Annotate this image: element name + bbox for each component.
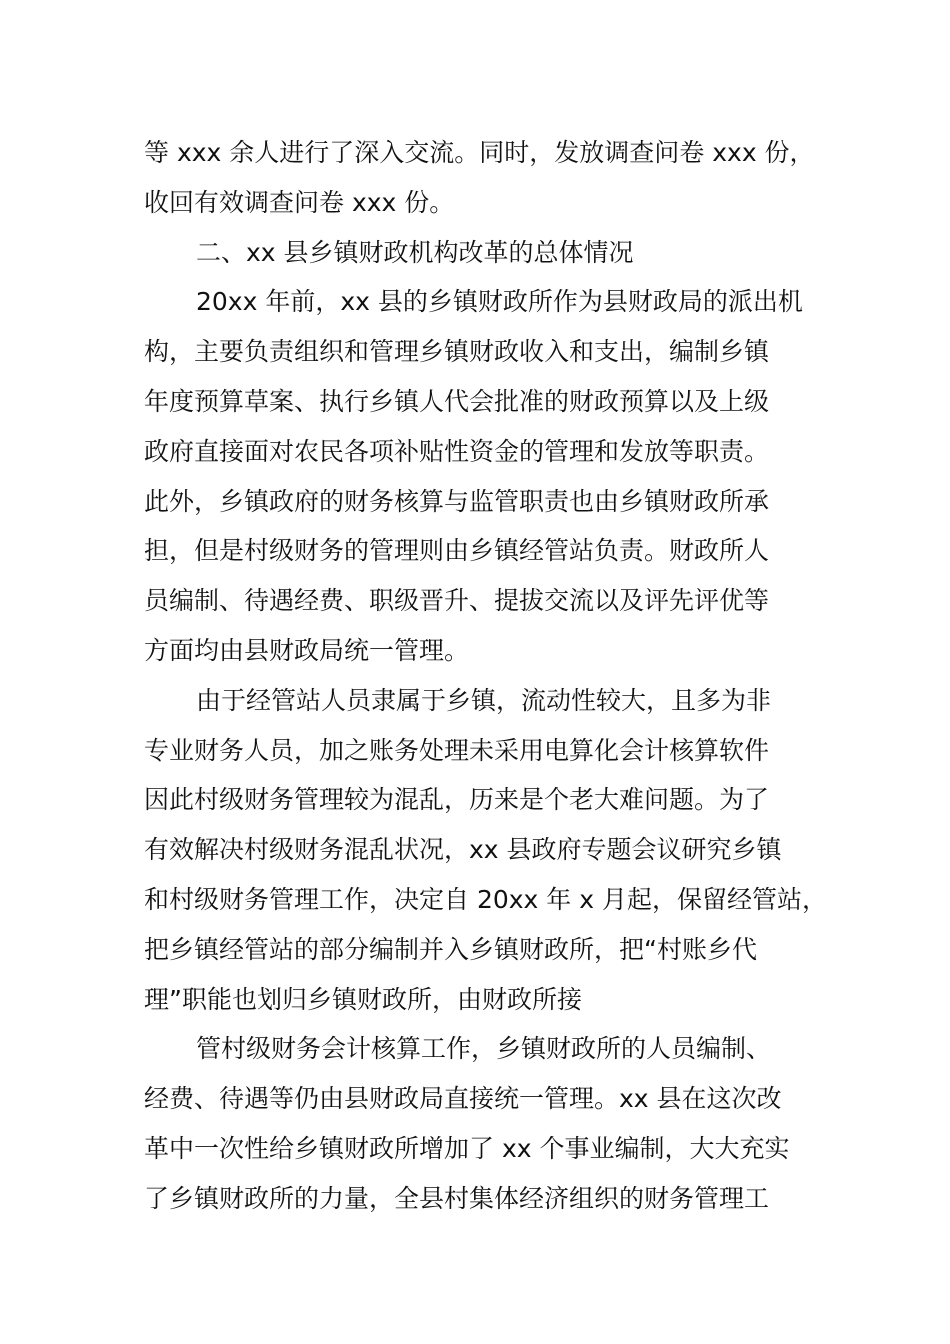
document-body (144, 128, 827, 1224)
text-line: 20xx 年前，xx 县的乡镇财政所作为县财政局的派出机 (196, 287, 803, 317)
text-line: 理”职能也划归乡镇财政所，由财政所接 (144, 984, 582, 1014)
text-line: 收回有效调查问卷 xxx 份。 (144, 187, 455, 217)
text-line: 了乡镇财政所的力量，全县村集体经济组织的财务管理工 (144, 1183, 770, 1213)
text-line: 由于经管站人员隶属于乡镇，流动性较大，且多为非 (196, 685, 772, 715)
text-line: 政府直接面对农民各项补贴性资金的管理和发放等职责。 (144, 436, 770, 466)
text-line: 和村级财务管理工作，决定自 20xx 年 x 月起，保留经管站， (144, 884, 827, 914)
text-line: 专业财务人员，加之账务处理未采用电算化会计核算软件 (144, 735, 770, 765)
text-line: 年度预算草案、执行乡镇人代会批准的财政预算以及上级 (144, 386, 770, 416)
text-line: 此外，乡镇政府的财务核算与监管职责也由乡镇财政所承 (144, 486, 770, 516)
text-line: 革中一次性给乡镇财政所增加了 xx 个事业编制，大大充实 (144, 1133, 790, 1163)
text-line: 有效解决村级财务混乱状况，xx 县政府专题会议研究乡镇 (144, 835, 782, 865)
section-heading: 二、xx 县乡镇财政机构改革的总体情况 (196, 237, 634, 267)
text-line: 员编制、待遇经费、职级晋升、提拔交流以及评先评优等 (144, 586, 770, 616)
text-line: 经费、待遇等仍由县财政局直接统一管理。xx 县在这次改 (144, 1084, 782, 1114)
text-line: 管村级财务会计核算工作，乡镇财政所的人员编制、 (196, 1034, 772, 1064)
text-line: 方面均由县财政局统一管理。 (144, 635, 470, 665)
text-line: 把乡镇经管站的部分编制并入乡镇财政所，把“村账乡代 (144, 934, 757, 964)
text-line: 等 xxx 余人进行了深入交流。同时，发放调查问卷 xxx 份， (144, 138, 815, 167)
text-line: 担，但是村级财务的管理则由乡镇经管站负责。财政所人 (144, 536, 770, 566)
text-line: 因此村级财务管理较为混乱，历来是个老大难问题。为了 (144, 785, 770, 815)
text-line: 构，主要负责组织和管理乡镇财政收入和支出，编制乡镇 (144, 337, 770, 367)
